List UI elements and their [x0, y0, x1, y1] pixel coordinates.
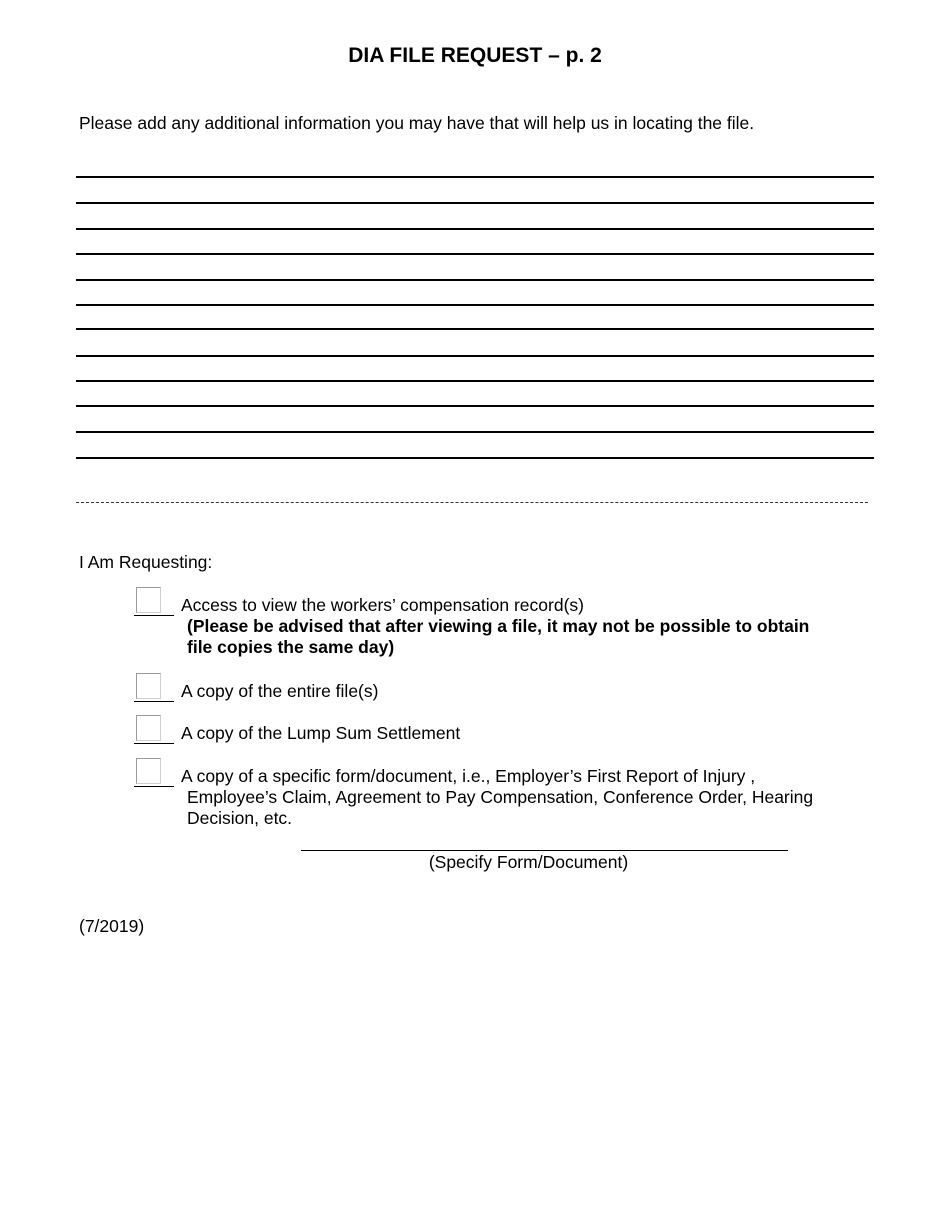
specify-form-field[interactable] — [301, 850, 788, 851]
advisory-note-line-1: (Please be advised that after viewing a file, it may not be possible to obtain — [187, 616, 810, 636]
checkbox-box — [136, 758, 161, 784]
writing-line[interactable] — [76, 228, 874, 230]
cut-divider — [76, 502, 868, 503]
writing-line[interactable] — [76, 279, 874, 281]
writing-line[interactable] — [76, 328, 874, 330]
entire-file-checkbox[interactable] — [134, 671, 174, 702]
specify-form-label: (Specify Form/Document) — [428, 852, 629, 872]
option-label-line-2: Employee’s Claim, Agreement to Pay Compensation, Conference Order, Hearing — [187, 787, 814, 807]
writing-line[interactable] — [76, 202, 874, 204]
option-label: A copy of a specific form/document, i.e., Employer’s First Report of Injury , — [181, 766, 756, 786]
writing-line[interactable] — [76, 380, 874, 382]
requesting-heading: I Am Requesting: — [79, 552, 213, 572]
checkbox-box — [136, 673, 161, 699]
option-label-line-3: Decision, etc. — [187, 808, 293, 828]
option-label: A copy of the Lump Sum Settlement — [181, 723, 461, 743]
writing-line[interactable] — [76, 405, 874, 407]
instructions-text: Please add any additional information you may have that will help us in locating the file. — [79, 113, 755, 133]
option-label: Access to view the workers’ compensation record(s) — [181, 595, 584, 615]
specific-form-checkbox[interactable] — [134, 756, 174, 787]
revision-date: (7/2019) — [79, 916, 145, 936]
view-records-checkbox[interactable] — [134, 585, 174, 616]
writing-line[interactable] — [76, 304, 874, 306]
option-label: A copy of the entire file(s) — [181, 681, 379, 701]
page-title: DIA FILE REQUEST – p. 2 — [348, 44, 602, 67]
writing-line[interactable] — [76, 253, 874, 255]
checkbox-box — [136, 715, 161, 741]
writing-line[interactable] — [76, 355, 874, 357]
writing-line[interactable] — [76, 176, 874, 178]
advisory-note-line-2: file copies the same day) — [187, 637, 395, 657]
writing-line[interactable] — [76, 457, 874, 459]
checkbox-box — [136, 587, 161, 613]
lump-sum-checkbox[interactable] — [134, 713, 174, 744]
writing-line[interactable] — [76, 431, 874, 433]
